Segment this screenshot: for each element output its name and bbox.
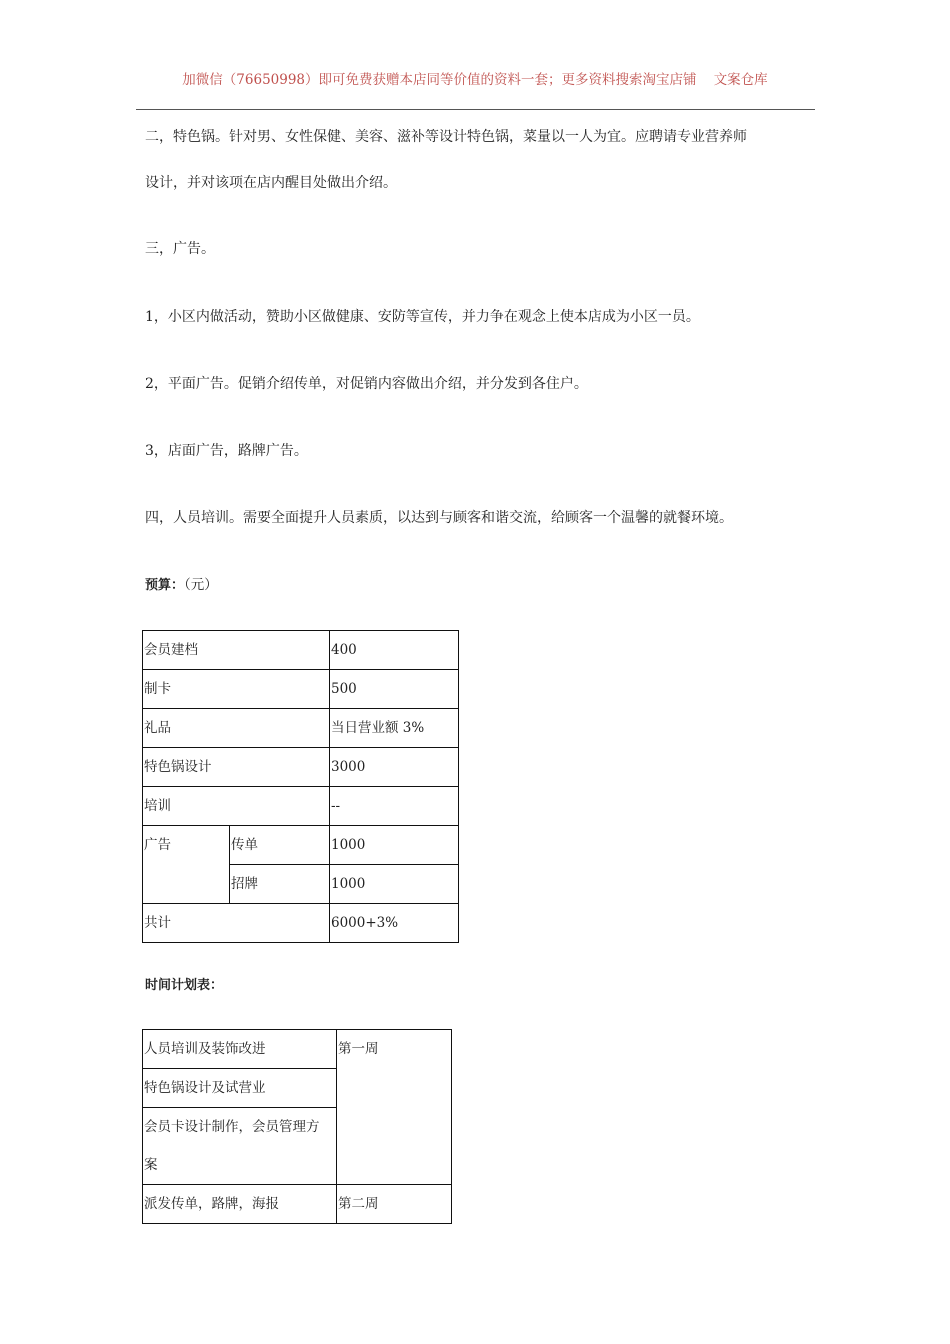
budget-item: 培训 bbox=[143, 787, 330, 826]
budget-item: 礼品 bbox=[143, 709, 330, 748]
schedule-task: 派发传单，路牌，海报 bbox=[143, 1185, 337, 1224]
paragraph-ad-item-3: 3，店面广告，路牌广告。 bbox=[145, 443, 308, 459]
table-row bbox=[143, 631, 459, 670]
page-header bbox=[0, 68, 950, 88]
paragraph-training: 四，人员培训。需要全面提升人员素质，以达到与顾客和谐交流，给顾客一个温馨的就餐环境。 bbox=[145, 510, 733, 526]
schedule-title: 时间计划表： bbox=[145, 978, 224, 993]
budget-title: 预算： bbox=[145, 578, 185, 593]
budget-total-amount: 6000+3% bbox=[330, 904, 459, 943]
budget-amount: 1000 bbox=[330, 865, 459, 904]
budget-amount: 400 bbox=[330, 631, 459, 670]
table-row bbox=[143, 670, 459, 709]
budget-item: 特色锅设计 bbox=[143, 748, 330, 787]
budget-item-ad: 广告 bbox=[143, 826, 230, 904]
header-shop: 文案仓库 bbox=[713, 72, 768, 88]
budget-subitem: 传单 bbox=[230, 826, 330, 865]
schedule-week-1: 第一周 bbox=[337, 1030, 452, 1185]
budget-table bbox=[142, 630, 459, 943]
paragraph-special-pot-cont: 设计，并对该项在店内醒目处做出介绍。 bbox=[145, 175, 397, 191]
schedule-heading bbox=[145, 976, 223, 995]
header-rule bbox=[136, 109, 815, 110]
budget-amount: 500 bbox=[330, 670, 459, 709]
budget-item: 会员建档 bbox=[143, 631, 330, 670]
table-row bbox=[143, 709, 459, 748]
budget-item: 制卡 bbox=[143, 670, 330, 709]
budget-amount: -- bbox=[330, 787, 459, 826]
budget-unit: （元） bbox=[184, 577, 218, 593]
schedule-week-2: 第二周 bbox=[337, 1185, 452, 1224]
paragraph-ad-item-1: 1，小区内做活动，赞助小区做健康、安防等宣传，并力争在观念上使本店成为小区一员。 bbox=[145, 309, 700, 325]
schedule-table bbox=[142, 1029, 452, 1224]
paragraph-ad-item-2: 2，平面广告。促销介绍传单，对促销内容做出介绍，并分发到各住户。 bbox=[145, 376, 588, 392]
paragraph-advertising: 三，广告。 bbox=[145, 241, 215, 257]
schedule-task bbox=[143, 1108, 337, 1185]
schedule-task-line-1: 会员卡设计制作，会员管理方 bbox=[144, 1119, 320, 1135]
budget-amount: 当日营业额 3% bbox=[330, 709, 459, 748]
budget-total-label: 共计 bbox=[143, 904, 330, 943]
schedule-task-line-2: 案 bbox=[144, 1157, 158, 1173]
table-row bbox=[143, 1185, 452, 1224]
table-row bbox=[143, 904, 459, 943]
schedule-task: 特色锅设计及试营业 bbox=[143, 1069, 337, 1108]
budget-amount: 3000 bbox=[330, 748, 459, 787]
table-row bbox=[143, 826, 459, 865]
table-row bbox=[143, 748, 459, 787]
table-row bbox=[143, 1030, 452, 1069]
budget-subitem: 招牌 bbox=[230, 865, 330, 904]
schedule-task: 人员培训及装饰改进 bbox=[143, 1030, 337, 1069]
paragraph-special-pot: 二，特色锅。针对男、女性保健、美容、滋补等设计特色锅，菜量以一人为宜。应聘请专业营养师 bbox=[145, 129, 747, 145]
budget-heading bbox=[145, 576, 218, 595]
budget-amount: 1000 bbox=[330, 826, 459, 865]
header-note: 加微信（76650998）即可免费获赠本店同等价值的资料一套；更多资料搜索淘宝店铺 bbox=[182, 72, 697, 88]
table-row bbox=[143, 787, 459, 826]
